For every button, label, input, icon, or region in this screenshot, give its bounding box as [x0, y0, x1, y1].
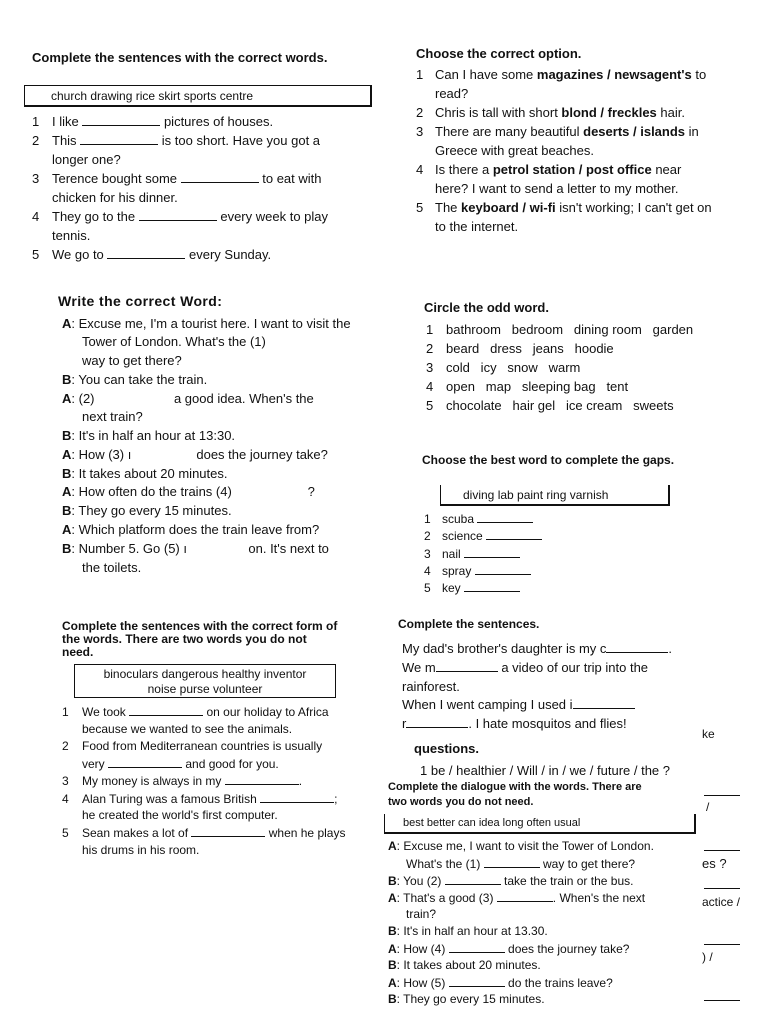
dialogue-text: : It's in half an hour at 13:30. [71, 428, 236, 443]
item-text-after: when he plays [265, 826, 346, 840]
dialogue-text: : It takes about 20 minutes. [71, 466, 228, 481]
sentence-line [402, 641, 672, 656]
section2-line [416, 143, 594, 158]
dialogue-text-after: take the train or the bus. [500, 874, 634, 888]
item-number: 2 [62, 739, 69, 753]
sentence-text: rainforest. [402, 679, 460, 694]
dialogue-text: next train? [82, 409, 143, 424]
gap-word: science [442, 529, 487, 543]
margin-line [704, 888, 740, 889]
section6-wordbox-line2: noise purse volunteer [147, 682, 263, 696]
item-text: longer one? [52, 152, 121, 167]
speaker-label: A [62, 522, 72, 537]
dialogue-line [388, 958, 541, 972]
item-text-after: pictures of houses. [160, 114, 274, 129]
section6-line [62, 843, 199, 857]
speaker-label: B [62, 372, 72, 387]
dialogue-line [62, 447, 328, 462]
answer-blank[interactable] [80, 133, 158, 145]
item-text-after: . [298, 774, 303, 788]
dialogue-line [388, 890, 645, 905]
dialogue-line [406, 856, 635, 871]
answer-blank[interactable] [139, 209, 217, 221]
gap-item [424, 546, 520, 561]
gap-item [424, 528, 542, 543]
item-text-after: isn't working; I can't get on [555, 200, 712, 215]
section5-wordbox-text: diving lab paint ring varnish [463, 488, 609, 502]
section2-line [416, 67, 706, 82]
answer-blank[interactable] [445, 873, 501, 885]
speaker-label: A [388, 839, 397, 853]
item-text: Food from Mediterranean countries is usually [82, 739, 323, 753]
section1-line [32, 133, 320, 148]
item-text-after: on our holiday to Africa [203, 705, 329, 719]
margin-mark-3: actice / [702, 895, 741, 909]
speaker-label: B [62, 503, 72, 518]
item-text-after: to [691, 67, 707, 82]
section6-title-line1: Complete the sentences with the correct form of [62, 619, 338, 633]
odd-word-row [426, 379, 628, 394]
section8-wordbox-text: best better can idea long often usual [403, 817, 581, 829]
item-text: This [52, 133, 81, 148]
item-text: There are many beautiful [435, 124, 584, 139]
margin-line [704, 795, 740, 796]
answer-blank[interactable] [497, 890, 553, 902]
speaker-label: B [62, 466, 72, 481]
odd-word-row [426, 360, 580, 375]
item-number: 2 [32, 133, 40, 148]
answer-blank[interactable] [477, 511, 533, 523]
answer-blank[interactable] [129, 704, 203, 716]
dialogue-text: way to get there? [82, 353, 182, 368]
section2-line [416, 181, 679, 196]
dialogue-line [62, 316, 351, 331]
section6-line [62, 739, 322, 753]
dialogue-line [62, 522, 319, 537]
dialogue-line [62, 484, 315, 499]
answer-blank[interactable] [449, 941, 505, 953]
item-text: because we wanted to see the animals. [82, 722, 293, 736]
speaker-label: A [62, 447, 72, 462]
dialogue-text: : You can take the train. [71, 372, 208, 387]
sentence-line [402, 679, 460, 694]
item-number: 3 [62, 774, 69, 788]
dialogue-line [62, 372, 207, 387]
answer-blank[interactable] [107, 247, 185, 259]
item-number: 5 [32, 247, 40, 262]
item-text: The [435, 200, 462, 215]
answer-blank[interactable] [225, 773, 299, 785]
section4-title: Circle the odd word. [424, 300, 549, 315]
item-text: I like [52, 114, 83, 129]
section1-line [32, 228, 90, 243]
dialogue-text: : They go every 15 minutes. [396, 992, 545, 1006]
item-number: 2 [416, 105, 424, 120]
dialogue-text: : (2) a good idea. When's the [71, 391, 314, 406]
dialogue-text: train? [406, 907, 437, 921]
sentence-line [402, 660, 648, 675]
margin-line [704, 1000, 740, 1001]
speaker-label: B [388, 874, 397, 888]
section1-wordbox-text: church drawing rice skirt sports centre [51, 89, 254, 103]
odd-word-row [426, 322, 693, 337]
gap-item [424, 580, 520, 595]
item-number: 3 [424, 547, 431, 561]
word-options: chocolate hair gel ice cream sweets [446, 398, 674, 413]
section8-wordbox [384, 814, 696, 834]
item-text: Terence bought some [52, 171, 181, 186]
item-text: tennis. [52, 228, 91, 243]
item-text: We go to [52, 247, 108, 262]
dialogue-line [62, 391, 314, 406]
answer-blank[interactable] [181, 171, 259, 183]
section6-wordbox-line1: binoculars dangerous healthy inventor [103, 667, 307, 681]
dialogue-line [406, 907, 436, 921]
item-text: Greece with great beaches. [435, 143, 594, 158]
gap-item [424, 563, 531, 578]
item-text-after: is too short. Have you got a [158, 133, 321, 148]
item-text: Can I have some [435, 67, 537, 82]
dialogue-text: What's the (1) [406, 857, 484, 871]
item-text: Sean makes a lot of [82, 826, 192, 840]
margin-mark-4: ) / [702, 950, 713, 964]
margin-mark-2: es ? [702, 856, 727, 871]
item-number: 5 [426, 398, 434, 413]
item-text: to the internet. [435, 219, 519, 234]
item-text: They go to the [52, 209, 139, 224]
dialogue-text: : Excuse me, I want to visit the Tower of London. [396, 839, 654, 853]
item-number: 1 [416, 67, 424, 82]
section6-line [62, 808, 278, 822]
answer-blank[interactable] [464, 546, 520, 558]
dialogue-text: : How (3) ı does the journey take? [71, 447, 328, 462]
sentence-text: r [402, 716, 407, 731]
section8-title-line2: two words you do not need. [388, 796, 534, 808]
item-number: 3 [426, 360, 434, 375]
item-text: We took [82, 705, 130, 719]
word-options: open map sleeping bag tent [446, 379, 629, 394]
odd-word-row [426, 341, 614, 356]
item-text: My money is always in my [82, 774, 225, 788]
dialogue-text: : Excuse me, I'm a tourist here. I want to visit the [71, 316, 351, 331]
section2-title: Choose the correct option. [416, 46, 582, 61]
item-text: here? I want to send a letter to my mother. [435, 181, 679, 196]
answer-blank[interactable] [82, 114, 160, 126]
item-text: very [82, 757, 109, 771]
item-number: 1 [426, 322, 434, 337]
item-number: 3 [416, 124, 424, 139]
gap-item [424, 511, 533, 526]
answer-blank[interactable] [260, 791, 334, 803]
speaker-label: B [388, 992, 397, 1006]
option-choices: blond / freckles [561, 105, 657, 120]
answer-blank[interactable] [108, 756, 182, 768]
gap-word: scuba [442, 512, 478, 526]
cut-off-text-right: ke [702, 727, 715, 741]
section6-line [62, 825, 345, 840]
speaker-label: B [62, 541, 72, 556]
item-text-after: to eat with [258, 171, 322, 186]
gap-word: nail [442, 547, 465, 561]
option-choices: deserts / islands [583, 124, 686, 139]
sentence-text: We m [402, 660, 436, 675]
dialogue-line [82, 409, 143, 424]
answer-blank[interactable] [484, 856, 540, 868]
dialogue-text: : It takes about 20 minutes. [396, 958, 541, 972]
speaker-label: A [388, 942, 397, 956]
item-number: 4 [62, 792, 69, 806]
dialogue-line [388, 924, 548, 938]
dialogue-line [82, 334, 266, 349]
item-text-after: and good for you. [182, 757, 279, 771]
dialogue-line [82, 560, 141, 575]
section2-line [416, 162, 681, 177]
item-number: 4 [32, 209, 40, 224]
section1-line [32, 247, 271, 262]
answer-blank[interactable] [449, 975, 505, 987]
dialogue-text-after: . When's the next [552, 891, 646, 905]
section8-title-line1: Complete the dialogue with the words. There are [388, 781, 642, 793]
item-number: 1 [62, 705, 69, 719]
answer-blank[interactable] [406, 716, 468, 728]
section1-line [32, 114, 273, 129]
margin-line [704, 944, 740, 945]
answer-blank[interactable] [475, 563, 531, 575]
dialogue-text-after: do the trains leave? [504, 976, 613, 990]
dialogue-line [388, 941, 629, 956]
item-number: 5 [416, 200, 424, 215]
speaker-label: A [62, 484, 72, 499]
item-text: read? [435, 86, 469, 101]
speaker-label: B [388, 958, 397, 972]
item-text: his drums in his room. [82, 843, 200, 857]
section6-line [62, 773, 302, 788]
section1-line [32, 209, 328, 224]
section6-line [62, 791, 337, 806]
word-options: beard dress jeans hoodie [446, 341, 614, 356]
item-text-after: in [685, 124, 699, 139]
section1-wordbox [24, 85, 372, 107]
option-choices: keyboard / wi-fi [461, 200, 556, 215]
item-number: 4 [424, 564, 431, 578]
word-options: bathroom bedroom dining room garden [446, 322, 694, 337]
gap-word: spray [442, 564, 475, 578]
speaker-label: A [62, 391, 72, 406]
answer-blank[interactable] [573, 697, 635, 709]
margin-mark-1: / [706, 800, 710, 814]
section2-line [416, 105, 685, 120]
item-number: 1 [32, 114, 40, 129]
section6-wordbox [74, 664, 336, 698]
sentence-text: My dad's brother's daughter is my c [402, 641, 607, 656]
section1-line [32, 190, 178, 205]
section2-line [416, 86, 468, 101]
dialogue-line [62, 503, 232, 518]
item-text-after: every week to play [216, 209, 329, 224]
dialogue-text: Tower of London. What's the (1) [82, 334, 266, 349]
section6-line [62, 756, 279, 771]
speaker-label: A [62, 316, 72, 331]
item-text-after: hair. [656, 105, 685, 120]
dialogue-line [388, 975, 613, 990]
section7-title: Complete the sentences. [398, 617, 540, 631]
dialogue-text: : You (2) [396, 874, 445, 888]
dialogue-text: : How (5) [396, 976, 449, 990]
item-number: 4 [426, 379, 434, 394]
answer-blank[interactable] [606, 641, 668, 653]
section1-line [32, 171, 322, 186]
item-text-after: near [651, 162, 682, 177]
section6-title-line2: the words. There are two words you do not [62, 632, 307, 646]
dialogue-line [388, 992, 545, 1006]
item-text: Alan Turing was a famous British [82, 792, 261, 806]
item-number: 4 [416, 162, 424, 177]
margin-line [704, 850, 740, 851]
dialogue-line [62, 428, 235, 443]
item-text: Chris is tall with short [435, 105, 562, 120]
dialogue-line [82, 353, 182, 368]
question-1: 1 be / healthier / Will / in / we / future / the ? [420, 763, 671, 778]
section2-line [416, 200, 712, 215]
answer-blank[interactable] [191, 825, 265, 837]
dialogue-text: : Which platform does the train leave from? [71, 522, 320, 537]
sentence-text-after: a video of our trip into the [497, 660, 649, 675]
item-text: Is there a [435, 162, 493, 177]
option-choices: magazines / newsagent's [536, 67, 692, 82]
sentence-text-after: . [668, 641, 673, 656]
dialogue-line [62, 466, 227, 481]
dialogue-text: : That's a good (3) [396, 891, 497, 905]
dialogue-text: : Number 5. Go (5) ı on. It's next to [71, 541, 329, 556]
dialogue-text: : How (4) [396, 942, 449, 956]
item-text: he created the world's first computer. [82, 808, 278, 822]
dialogue-line [388, 839, 654, 853]
section6-line [62, 704, 329, 719]
item-number: 1 [424, 512, 431, 526]
dialogue-text: the toilets. [82, 560, 142, 575]
section2-line [416, 124, 699, 139]
section3-title: Write the correct Word: [58, 293, 223, 309]
item-number: 2 [426, 341, 434, 356]
option-choices: petrol station / post office [492, 162, 652, 177]
section5-wordbox [440, 485, 670, 506]
section6-line [62, 722, 292, 736]
item-number: 5 [424, 581, 431, 595]
speaker-label: A [388, 976, 397, 990]
dialogue-line [388, 873, 633, 888]
item-text: chicken for his dinner. [52, 190, 178, 205]
answer-blank[interactable] [464, 580, 520, 592]
section2-line [416, 219, 518, 234]
sentence-text-after: . I hate mosquitos and flies! [468, 716, 627, 731]
answer-blank[interactable] [436, 660, 498, 672]
questions-heading: questions. [414, 741, 480, 756]
item-number: 5 [62, 826, 69, 840]
item-number: 3 [32, 171, 40, 186]
gap-word: key [442, 581, 465, 595]
speaker-label: B [388, 924, 397, 938]
section1-line [32, 152, 121, 167]
item-number: 2 [424, 529, 431, 543]
item-text-after: every Sunday. [185, 247, 272, 262]
section5-title: Choose the best word to complete the gaps. [422, 453, 675, 467]
speaker-label: A [388, 891, 397, 905]
sentence-line [402, 716, 627, 731]
dialogue-text-after: does the journey take? [504, 942, 630, 956]
section6-title-line3: need. [62, 645, 94, 659]
odd-word-row [426, 398, 674, 413]
sentence-text: When I went camping I used i [402, 697, 573, 712]
word-options: cold icy snow warm [446, 360, 581, 375]
section1-title: Complete the sentences with the correct words. [32, 50, 328, 65]
dialogue-text-after: way to get there? [539, 857, 636, 871]
answer-blank[interactable] [486, 528, 542, 540]
item-text-after: ; [334, 792, 338, 806]
sentence-line [402, 697, 635, 712]
speaker-label: B [62, 428, 72, 443]
dialogue-text: : How often do the trains (4) ? [71, 484, 315, 499]
dialogue-text: : They go every 15 minutes. [71, 503, 232, 518]
dialogue-line [62, 541, 329, 556]
dialogue-text: : It's in half an hour at 13.30. [396, 924, 548, 938]
